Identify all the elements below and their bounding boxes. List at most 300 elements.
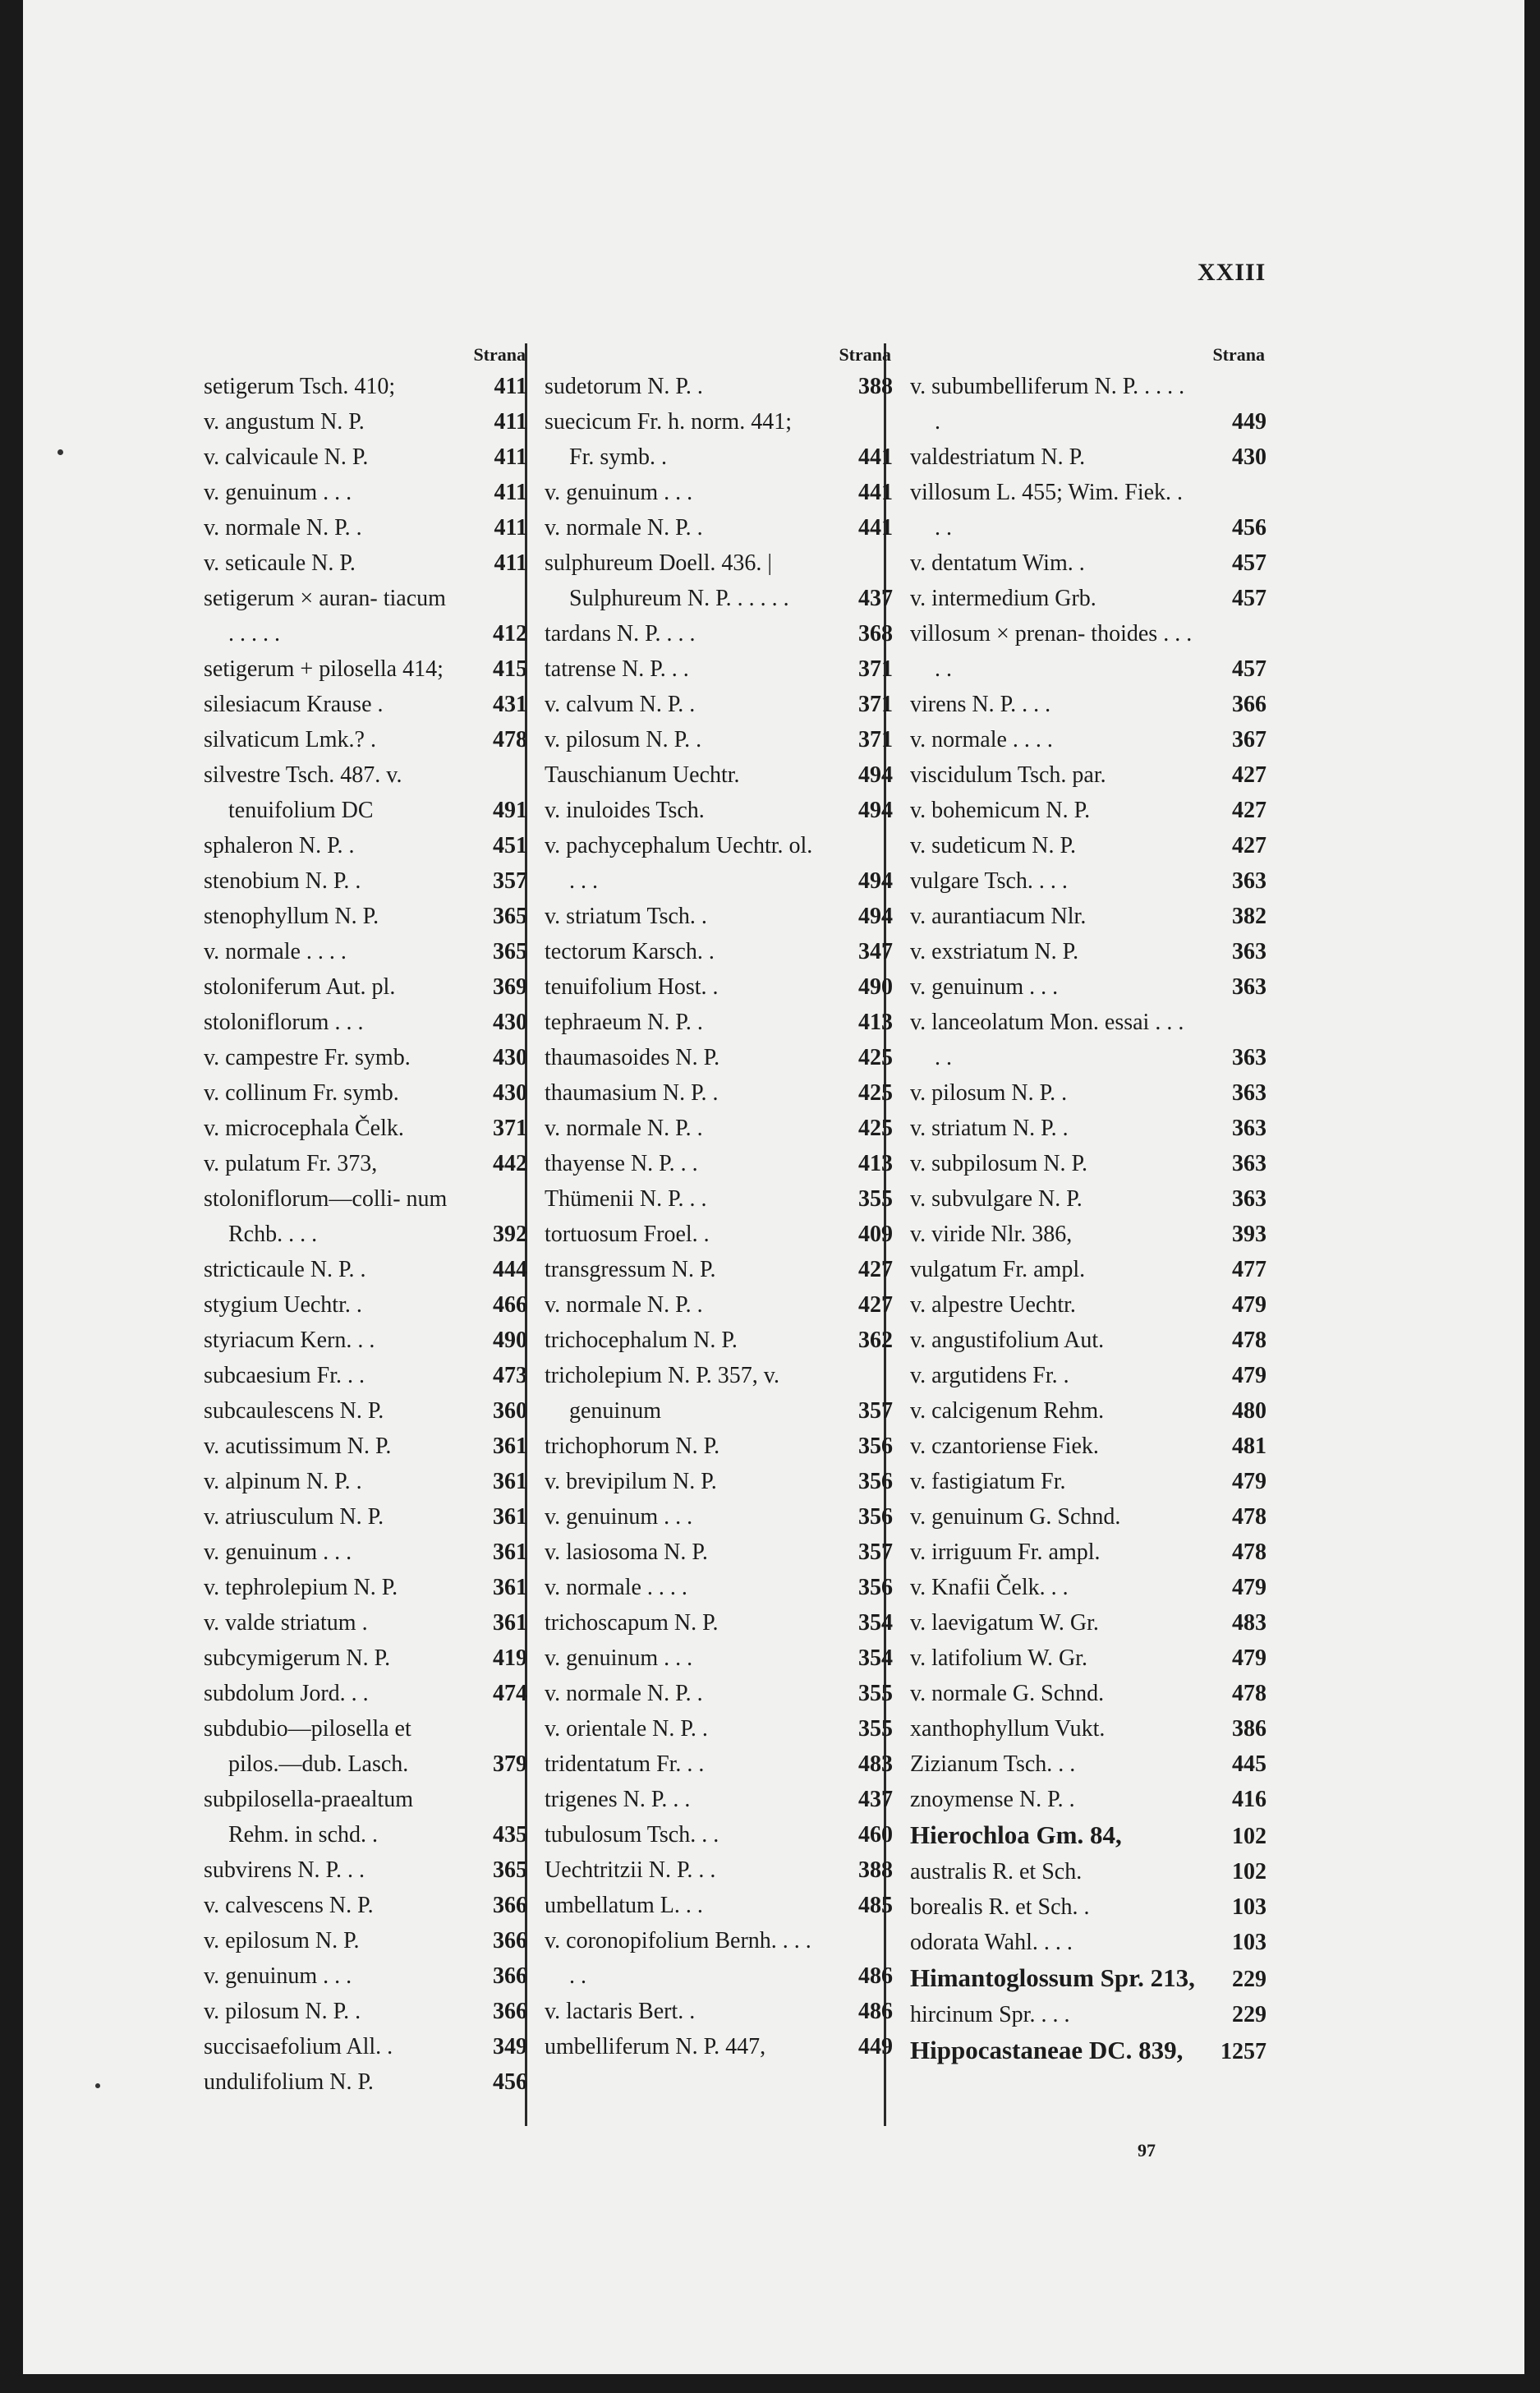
page-number: XXIII bbox=[1198, 259, 1266, 286]
index-entry bbox=[204, 1958, 532, 1994]
index-entry bbox=[910, 1217, 1271, 1252]
entry-term: sudetorum N. P. . bbox=[545, 374, 703, 399]
entry-term: thaumasoides N. P. bbox=[545, 1045, 720, 1070]
entry-page: 355 bbox=[858, 1681, 893, 1706]
entry-page: 366 bbox=[493, 1928, 527, 1954]
entry-term: v. normale N. P. . bbox=[204, 515, 362, 541]
entry-term: setigerum Tsch. 410; bbox=[204, 374, 396, 399]
index-entry bbox=[910, 899, 1271, 934]
entry-term: v. intermedium Grb. bbox=[910, 586, 1096, 611]
entry-term: v. genuinum . . . bbox=[545, 1504, 693, 1530]
index-entry bbox=[545, 1040, 898, 1075]
entry-term: v. atriusculum N. P. bbox=[204, 1504, 384, 1530]
entry-page: 425 bbox=[858, 1116, 893, 1141]
entry-page: 371 bbox=[858, 692, 893, 717]
entry-page: 419 bbox=[493, 1645, 527, 1671]
entry-page: 486 bbox=[858, 1999, 893, 2024]
index-entry bbox=[545, 545, 898, 616]
index-entry bbox=[910, 475, 1271, 545]
entry-term: v. lactaris Bert. . bbox=[545, 1999, 696, 2024]
entry-term: v. tephrolepium N. P. bbox=[204, 1575, 398, 1600]
index-entry bbox=[545, 1111, 898, 1146]
entry-page: 371 bbox=[858, 656, 893, 682]
entry-page: 478 bbox=[1232, 1504, 1266, 1530]
entry-page: 430 bbox=[493, 1045, 527, 1070]
entry-term: subpilosella-praealtum Rehm. in schd. . bbox=[204, 1787, 414, 1848]
entry-term: v. calvicaule N. P. bbox=[204, 444, 369, 470]
entry-page: 357 bbox=[858, 1398, 893, 1424]
entry-page: 363 bbox=[1232, 1116, 1266, 1141]
entry-term: Thümenii N. P. . . bbox=[545, 1186, 707, 1212]
entry-term: subcaulescens N. P. bbox=[204, 1398, 384, 1424]
index-entry bbox=[204, 1499, 532, 1535]
entry-page: 365 bbox=[493, 939, 527, 964]
entry-term: v. viride Nlr. 386, bbox=[910, 1222, 1073, 1247]
index-entry bbox=[204, 1641, 532, 1676]
entry-page: 360 bbox=[493, 1398, 527, 1424]
entry-term: tectorum Karsch. . bbox=[545, 939, 715, 964]
index-entry bbox=[545, 1287, 898, 1323]
entry-term: stoloniflorum—colli- num Rchb. . . . bbox=[204, 1186, 448, 1247]
entry-term: setigerum + pilosella 414; bbox=[204, 656, 444, 682]
entry-term: v. normale N. P. . bbox=[545, 1292, 703, 1318]
entry-page: 494 bbox=[858, 798, 893, 823]
index-entry bbox=[204, 1146, 532, 1181]
entry-term: undulifolium N. P. bbox=[204, 2069, 374, 2095]
entry-page: 363 bbox=[1232, 939, 1266, 964]
entry-term: subcymigerum N. P. bbox=[204, 1645, 391, 1671]
index-entry bbox=[910, 1535, 1271, 1570]
entry-term: v. genuinum . . . bbox=[545, 480, 693, 505]
entry-page: 386 bbox=[1232, 1716, 1266, 1742]
entry-page: 363 bbox=[1232, 868, 1266, 894]
entry-term: Zizianum Tsch. . . bbox=[910, 1751, 1076, 1777]
entry-term: stenobium N. P. . bbox=[204, 868, 361, 894]
entry-page: 365 bbox=[493, 904, 527, 929]
entry-term: v. inuloides Tsch. bbox=[545, 798, 705, 823]
entry-term: v. genuinum . . . bbox=[910, 974, 1059, 1000]
entry-page: 371 bbox=[493, 1116, 527, 1141]
entry-term: v. bohemicum N. P. bbox=[910, 798, 1091, 823]
entry-page: 361 bbox=[493, 1469, 527, 1494]
index-entry bbox=[910, 1676, 1271, 1711]
entry-term: v. argutidens Fr. . bbox=[910, 1363, 1069, 1388]
entry-term: stoloniflorum . . . bbox=[204, 1010, 364, 1035]
entry-page: 478 bbox=[493, 727, 527, 752]
entry-page: 444 bbox=[493, 1257, 527, 1282]
index-entry bbox=[204, 1535, 532, 1570]
entry-page: 441 bbox=[858, 515, 893, 541]
index-entry bbox=[545, 722, 898, 757]
entry-page: 379 bbox=[493, 1751, 527, 1777]
index-entry bbox=[545, 1217, 898, 1252]
index-entry bbox=[910, 722, 1271, 757]
index-entry bbox=[545, 1852, 898, 1888]
entry-term: v. normale N. P. . bbox=[545, 515, 703, 541]
entry-page: 494 bbox=[858, 762, 893, 788]
index-entry bbox=[545, 1888, 898, 1923]
entry-term: xanthophyllum Vukt. bbox=[910, 1716, 1106, 1742]
entry-term: v. calcigenum Rehm. bbox=[910, 1398, 1105, 1424]
index-entry bbox=[545, 1499, 898, 1535]
entry-page: 430 bbox=[1232, 444, 1266, 470]
entry-page: 441 bbox=[858, 480, 893, 505]
entry-term: v. fastigiatum Fr. bbox=[910, 1469, 1066, 1494]
entry-term: trichocephalum N. P. bbox=[545, 1328, 738, 1353]
entry-term: v. genuinum G. Schnd. bbox=[910, 1504, 1121, 1530]
entry-page: 490 bbox=[858, 974, 893, 1000]
entry-term: v. aurantiacum Nlr. bbox=[910, 904, 1087, 929]
index-entry bbox=[545, 475, 898, 510]
entry-page: 466 bbox=[493, 1292, 527, 1318]
entry-page: 478 bbox=[1232, 1539, 1266, 1565]
entry-term: virens N. P. . . . bbox=[910, 692, 1051, 717]
index-entry bbox=[204, 439, 532, 475]
entry-page: 430 bbox=[493, 1010, 527, 1035]
entry-page: 483 bbox=[858, 1751, 893, 1777]
entry-term: v. pilosum N. P. . bbox=[204, 1999, 361, 2024]
entry-term: tridentatum Fr. . . bbox=[545, 1751, 705, 1777]
index-entry bbox=[910, 1181, 1271, 1217]
index-entry bbox=[204, 1464, 532, 1499]
index-entry bbox=[204, 1605, 532, 1641]
entry-term: trigenes N. P. . . bbox=[545, 1787, 691, 1812]
entry-term: viscidulum Tsch. par. bbox=[910, 762, 1106, 788]
entry-page: 413 bbox=[858, 1151, 893, 1176]
entry-term: v. normale N. P. . bbox=[545, 1681, 703, 1706]
entry-term: v. normale . . . . bbox=[204, 939, 347, 964]
index-entry bbox=[910, 1393, 1271, 1429]
index-entry bbox=[204, 545, 532, 581]
index-entry bbox=[545, 404, 898, 475]
index-entry bbox=[910, 1960, 1271, 1997]
entry-term: v. striatum Tsch. . bbox=[545, 904, 707, 929]
entry-page: 490 bbox=[493, 1328, 527, 1353]
entry-page: 356 bbox=[858, 1433, 893, 1459]
entry-page: 355 bbox=[858, 1186, 893, 1212]
entry-term: tephraeum N. P. . bbox=[545, 1010, 703, 1035]
entry-term: v. genuinum . . . bbox=[204, 480, 352, 505]
index-column-3 bbox=[910, 341, 1271, 2069]
entry-page: 449 bbox=[858, 2034, 893, 2059]
entry-term: thaumasium N. P. . bbox=[545, 1080, 719, 1106]
entry-page: 457 bbox=[1232, 550, 1266, 576]
entry-term: v. pilosum N. P. . bbox=[545, 727, 702, 752]
entry-term: v. normale N. P. . bbox=[545, 1116, 703, 1141]
index-entry bbox=[910, 1997, 1271, 2032]
entry-term: v. angustifolium Aut. bbox=[910, 1328, 1105, 1353]
entry-term: stygium Uechtr. . bbox=[204, 1292, 362, 1318]
entry-page: 361 bbox=[493, 1504, 527, 1530]
entry-page: 356 bbox=[858, 1575, 893, 1600]
entry-page: 371 bbox=[858, 727, 893, 752]
entry-page: 415 bbox=[493, 656, 527, 682]
entry-page: 460 bbox=[858, 1822, 893, 1848]
index-entry bbox=[910, 369, 1271, 439]
index-entry bbox=[545, 1782, 898, 1817]
entry-term: v. acutissimum N. P. bbox=[204, 1433, 392, 1459]
book-page bbox=[23, 0, 1524, 2374]
index-entry bbox=[545, 1075, 898, 1111]
index-entry bbox=[204, 1994, 532, 2029]
entry-page: 102 bbox=[1232, 1824, 1266, 1849]
index-entry bbox=[910, 1641, 1271, 1676]
entry-term: tricholepium N. P. 357, v. genuinum bbox=[545, 1363, 779, 1424]
index-entry bbox=[204, 1782, 532, 1852]
index-entry bbox=[910, 969, 1271, 1005]
entry-page: 483 bbox=[1232, 1610, 1266, 1636]
index-entry bbox=[910, 1146, 1271, 1181]
index-entry bbox=[910, 1817, 1271, 1854]
index-entry bbox=[204, 863, 532, 899]
entry-page: 361 bbox=[493, 1433, 527, 1459]
entry-page: 427 bbox=[858, 1292, 893, 1318]
entry-term: v. lasiosoma N. P. bbox=[545, 1539, 708, 1565]
index-entry bbox=[910, 1711, 1271, 1746]
entry-page: 411 bbox=[494, 515, 527, 541]
entry-term: sphaleron N. P. . bbox=[204, 833, 355, 858]
entry-page: 427 bbox=[1232, 798, 1266, 823]
entry-page: 366 bbox=[1232, 692, 1266, 717]
entry-page: 494 bbox=[858, 868, 893, 894]
entry-term: hircinum Spr. . . . bbox=[910, 2002, 1070, 2027]
column-header: Strana bbox=[839, 344, 891, 365]
index-entry bbox=[204, 581, 532, 651]
entry-term: v. striatum N. P. . bbox=[910, 1116, 1069, 1141]
entry-page: 474 bbox=[493, 1681, 527, 1706]
index-entry bbox=[204, 1570, 532, 1605]
index-entry bbox=[545, 1464, 898, 1499]
index-entry bbox=[204, 2029, 532, 2064]
index-entry bbox=[204, 1358, 532, 1393]
index-entry bbox=[545, 1711, 898, 1746]
entry-term: v. valde striatum . bbox=[204, 1610, 368, 1636]
entry-page: 411 bbox=[494, 480, 527, 505]
entry-term: silesiacum Krause . bbox=[204, 692, 384, 717]
entry-term: Tauschianum Uechtr. bbox=[545, 762, 740, 788]
index-entry bbox=[545, 1535, 898, 1570]
entry-page: 478 bbox=[1232, 1328, 1266, 1353]
index-entry bbox=[204, 404, 532, 439]
entry-term: v. normale G. Schnd. bbox=[910, 1681, 1105, 1706]
index-entry bbox=[545, 1746, 898, 1782]
entry-page: 486 bbox=[858, 1963, 893, 1989]
entry-page: 491 bbox=[493, 798, 527, 823]
entry-page: 437 bbox=[858, 586, 893, 611]
column-header: Strana bbox=[1212, 344, 1265, 365]
entry-term: v. genuinum . . . bbox=[204, 1539, 352, 1565]
entry-term: v. orientale N. P. . bbox=[545, 1716, 708, 1742]
entry-page: 456 bbox=[1232, 515, 1266, 541]
entry-page: 365 bbox=[493, 1857, 527, 1883]
index-entry bbox=[545, 1146, 898, 1181]
entry-term: odorata Wahl. . . . bbox=[910, 1930, 1073, 1955]
index-entry bbox=[545, 757, 898, 793]
entry-page: 363 bbox=[1232, 1151, 1266, 1176]
index-entry bbox=[204, 1852, 532, 1888]
index-entry bbox=[545, 1676, 898, 1711]
entry-term: sulphureum Doell. 436. | Sulphureum N. P. . . . . . bbox=[545, 550, 789, 611]
entry-term: v. angustum N. P. bbox=[204, 409, 365, 435]
entry-term: trichoscapum N. P. bbox=[545, 1610, 719, 1636]
entry-term: transgressum N. P. bbox=[545, 1257, 716, 1282]
index-entry bbox=[545, 1923, 898, 1994]
entry-page: 479 bbox=[1232, 1292, 1266, 1318]
entry-term: v. pachycephalum Uechtr. ol. . . . bbox=[545, 833, 813, 894]
entry-page: 485 bbox=[858, 1893, 893, 1918]
entry-page: 103 bbox=[1232, 1894, 1266, 1920]
index-entry bbox=[545, 828, 898, 899]
entry-term: v. laevigatum W. Gr. bbox=[910, 1610, 1099, 1636]
entry-page: 416 bbox=[1232, 1787, 1266, 1812]
entry-term: villosum × prenan- thoides . . . . . bbox=[910, 621, 1193, 682]
index-entry bbox=[910, 439, 1271, 475]
entry-term: trichophorum N. P. bbox=[545, 1433, 720, 1459]
signature-number: 97 bbox=[1138, 2140, 1156, 2161]
entry-page: 388 bbox=[858, 374, 893, 399]
index-entry bbox=[204, 1323, 532, 1358]
entry-term: stoloniferum Aut. pl. bbox=[204, 974, 396, 1000]
entry-page: 479 bbox=[1232, 1645, 1266, 1671]
entry-page: 1257 bbox=[1221, 2039, 1266, 2064]
index-entry bbox=[910, 1605, 1271, 1641]
index-entry bbox=[204, 475, 532, 510]
index-entry bbox=[204, 510, 532, 545]
entry-term: v. normale . . . . bbox=[910, 727, 1053, 752]
entry-term: stricticaule N. P. . bbox=[204, 1257, 366, 1282]
entry-term: v. seticaule N. P. bbox=[204, 550, 356, 576]
entry-page: 427 bbox=[1232, 762, 1266, 788]
index-entry bbox=[204, 2064, 532, 2100]
entry-page: 457 bbox=[1232, 586, 1266, 611]
index-entry bbox=[204, 1040, 532, 1075]
entry-page: 437 bbox=[858, 1787, 893, 1812]
entry-term: v. normale . . . . bbox=[545, 1575, 687, 1600]
entry-page: 431 bbox=[493, 692, 527, 717]
entry-term: tenuifolium Host. . bbox=[545, 974, 719, 1000]
index-entry bbox=[545, 2029, 898, 2064]
index-entry bbox=[204, 757, 532, 828]
index-entry bbox=[204, 1181, 532, 1252]
entry-page: 361 bbox=[493, 1610, 527, 1636]
entry-page: 411 bbox=[494, 409, 527, 435]
entry-page: 441 bbox=[858, 444, 893, 470]
index-entry bbox=[204, 1888, 532, 1923]
entry-term: Hierochloa Gm. 84, bbox=[910, 1820, 1122, 1849]
entry-page: 102 bbox=[1232, 1859, 1266, 1884]
index-entry bbox=[204, 1429, 532, 1464]
entry-page: 356 bbox=[858, 1504, 893, 1530]
entry-page: 451 bbox=[493, 833, 527, 858]
index-entry bbox=[204, 1676, 532, 1711]
index-entry bbox=[910, 1252, 1271, 1287]
index-entry bbox=[910, 1570, 1271, 1605]
entry-page: 229 bbox=[1232, 1967, 1266, 1992]
entry-page: 354 bbox=[858, 1610, 893, 1636]
entry-page: 479 bbox=[1232, 1363, 1266, 1388]
index-entry bbox=[204, 687, 532, 722]
index-entry bbox=[545, 1358, 898, 1429]
entry-page: 477 bbox=[1232, 1257, 1266, 1282]
entry-page: 366 bbox=[493, 1999, 527, 2024]
index-entry bbox=[910, 828, 1271, 863]
entry-term: v. calvum N. P. . bbox=[545, 692, 696, 717]
entry-page: 445 bbox=[1232, 1751, 1266, 1777]
entry-term: subvirens N. P. . . bbox=[204, 1857, 365, 1883]
entry-page: 425 bbox=[858, 1045, 893, 1070]
index-entry bbox=[545, 899, 898, 934]
entry-page: 366 bbox=[493, 1963, 527, 1989]
entry-term: v. coronopifolium Bernh. . . . . . bbox=[545, 1928, 811, 1989]
entry-term: v. lanceolatum Mon. essai . . . . . bbox=[910, 1010, 1184, 1070]
entry-page: 357 bbox=[493, 868, 527, 894]
entry-term: v. microcephala Čelk. bbox=[204, 1116, 404, 1141]
entry-term: silvestre Tsch. 487. v. tenuifolium DC bbox=[204, 762, 402, 823]
entry-page: 356 bbox=[858, 1469, 893, 1494]
entry-page: 427 bbox=[858, 1257, 893, 1282]
entry-term: v. alpestre Uechtr. bbox=[910, 1292, 1076, 1318]
entry-term: tortuosum Froel. . bbox=[545, 1222, 710, 1247]
index-entry bbox=[910, 1464, 1271, 1499]
index-entry bbox=[204, 1111, 532, 1146]
speck bbox=[57, 449, 63, 455]
index-entry bbox=[910, 616, 1271, 687]
index-entry bbox=[204, 1075, 532, 1111]
entry-page: 442 bbox=[493, 1151, 527, 1176]
index-entry bbox=[204, 1923, 532, 1958]
index-entry bbox=[910, 863, 1271, 899]
index-entry bbox=[910, 2032, 1271, 2069]
entry-term: tubulosum Tsch. . . bbox=[545, 1822, 719, 1848]
entry-term: australis R. et Sch. bbox=[910, 1859, 1083, 1884]
entry-term: v. alpinum N. P. . bbox=[204, 1469, 362, 1494]
entry-page: 412 bbox=[493, 621, 527, 647]
entry-page: 473 bbox=[493, 1363, 527, 1388]
entry-term: subcaesium Fr. . . bbox=[204, 1363, 365, 1388]
index-entry bbox=[204, 828, 532, 863]
index-entry bbox=[545, 369, 898, 404]
entry-page: 393 bbox=[1232, 1222, 1266, 1247]
entry-term: Hippocastaneae DC. 839, bbox=[910, 2036, 1184, 2064]
index-entry bbox=[204, 1393, 532, 1429]
index-entry bbox=[910, 1075, 1271, 1111]
entry-term: v. czantoriense Fiek. bbox=[910, 1433, 1099, 1459]
entry-page: 382 bbox=[1232, 904, 1266, 929]
index-entry bbox=[545, 793, 898, 828]
entry-term: v. subumbelliferum N. P. . . . . . bbox=[910, 374, 1185, 435]
index-entry bbox=[910, 581, 1271, 616]
entry-term: v. campestre Fr. symb. bbox=[204, 1045, 411, 1070]
index-entry bbox=[910, 1358, 1271, 1393]
entry-term: vulgare Tsch. . . . bbox=[910, 868, 1068, 894]
index-entry bbox=[910, 1854, 1271, 1889]
index-entry bbox=[910, 1889, 1271, 1925]
index-entry bbox=[910, 1499, 1271, 1535]
entry-page: 480 bbox=[1232, 1398, 1266, 1424]
index-entry bbox=[204, 369, 532, 404]
entry-term: villosum L. 455; Wim. Fiek. . . . bbox=[910, 480, 1184, 541]
index-entry bbox=[545, 969, 898, 1005]
entry-page: 363 bbox=[1232, 1080, 1266, 1106]
entry-page: 361 bbox=[493, 1575, 527, 1600]
entry-term: v. subvulgare N. P. bbox=[910, 1186, 1083, 1212]
entry-page: 388 bbox=[858, 1857, 893, 1883]
entry-term: thayense N. P. . . bbox=[545, 1151, 698, 1176]
entry-term: v. pilosum N. P. . bbox=[910, 1080, 1068, 1106]
index-entry bbox=[545, 1429, 898, 1464]
entry-term: v. dentatum Wim. . bbox=[910, 550, 1085, 576]
entry-page: 409 bbox=[858, 1222, 893, 1247]
